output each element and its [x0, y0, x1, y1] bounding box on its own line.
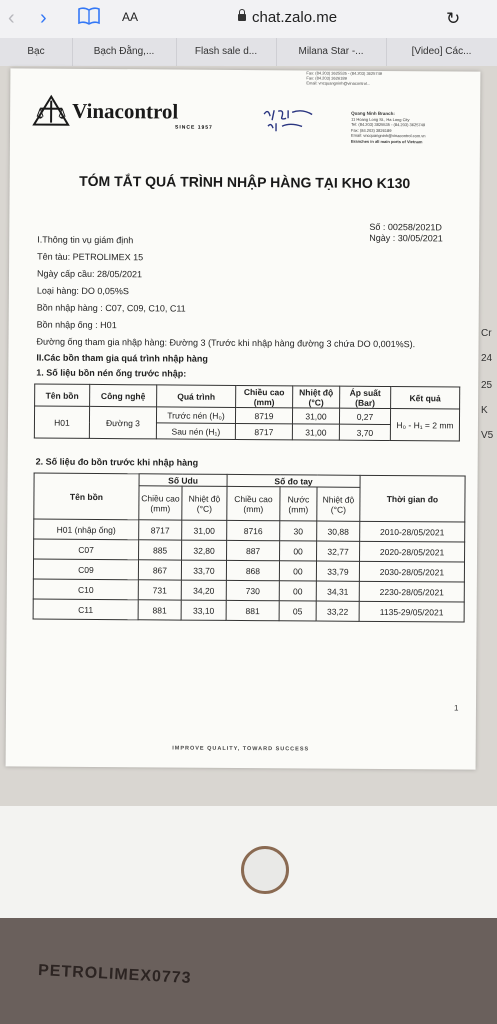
table-cell: 2230-28/05/2021 [359, 581, 464, 602]
table-cell: 2010-28/05/2021 [360, 521, 465, 542]
table-cell: 33,70 [181, 560, 226, 580]
table-cell: Sau nén (H₁) [156, 423, 235, 440]
branch-line: Email: vncquangninh@vinacontrol.com.vn [350, 132, 426, 139]
table-cell: 34,31 [316, 581, 359, 601]
table-2-header: Chiều cao (mm) [227, 486, 280, 520]
table-cell: 31,00 [292, 424, 339, 440]
chevron-right-icon[interactable]: › [40, 7, 47, 29]
table-cell: 8719 [235, 407, 292, 423]
table-row [33, 599, 464, 622]
table-cell: 33,10 [181, 600, 226, 620]
tab-3[interactable]: Flash sale d... [176, 38, 277, 66]
table-cell: 881 [226, 600, 279, 620]
table-cell: H₀ - H₁ = 2 mm [390, 409, 459, 441]
table-cell: C11 [33, 599, 138, 620]
table-cell: Đường 3 [89, 406, 156, 438]
branch-line: 11 Hoang Long St., Ha Long City [351, 116, 410, 122]
table-2-header: Thời gian đo [360, 475, 465, 522]
table-2 [33, 473, 466, 623]
lock-icon [238, 14, 246, 21]
branch-line: Fax: (84.203) 3826189 [351, 127, 392, 133]
table-cell: 730 [226, 580, 279, 600]
tab-1[interactable]: Bạc [0, 38, 73, 66]
table-cell: 32,77 [317, 541, 360, 561]
table-2-header: Nước (mm) [280, 487, 317, 521]
table-1-header: Áp suất (Bar) [340, 386, 391, 408]
table-cell: 3,70 [339, 424, 390, 440]
browser-toolbar [0, 0, 497, 38]
branch-line: Tel: (84.203) 3825535 - (84.203) 3625749 [351, 121, 426, 128]
table-cell: H01 (nhập ống) [34, 519, 139, 540]
table-1-header: Quá trình [157, 385, 236, 408]
handwriting-note: V5 [481, 430, 494, 441]
top-address-line: Fax: (84.203) 3625535 - (84.203) 3625749 [306, 70, 383, 76]
tab-5[interactable]: [Video] Các... [411, 46, 472, 57]
table-cell: C10 [33, 579, 138, 600]
url-text: chat.zalo.me [252, 9, 338, 26]
reload-icon[interactable]: ↻ [446, 9, 461, 28]
handwriting-note: K [481, 405, 488, 416]
doc-number: Số : 00258/2021D [369, 221, 442, 233]
table-cell: 00 [280, 541, 317, 561]
table-2-header: Nhiệt độ (°C) [317, 487, 360, 521]
table-1-header: Chiều cao (mm) [236, 385, 293, 407]
table-1-heading: 1. Số liệu bồn nén ống trước nhập: [36, 367, 187, 379]
info-line: Tên tàu: PETROLIMEX 15 [37, 251, 144, 263]
tab-bar [0, 38, 497, 67]
table-cell: 31,00 [182, 520, 227, 540]
table-cell: 34,20 [181, 580, 226, 600]
table-cell: 881 [138, 600, 181, 620]
document-footer: IMPROVE QUALITY, TOWARD SUCCESS [172, 745, 310, 753]
branch-info [351, 111, 476, 145]
table-cell: 05 [279, 601, 316, 621]
table-2-group-header: Số Udu [139, 474, 227, 487]
info-line: Loại hàng: DO 0,05%S [36, 285, 129, 297]
table-1-header: Nhiệt độ (°C) [293, 386, 340, 408]
table-cell: 31,00 [292, 408, 339, 424]
handwriting-note: Cr [481, 328, 492, 339]
tab-4[interactable]: Milana Star -... [276, 38, 387, 66]
tab-2[interactable]: Bạch Đằng,... [72, 38, 177, 66]
table-2-group-header: Số đo tay [227, 474, 360, 487]
table-2-heading: 2. Số liệu đo bồn trước khi nhập hàng [35, 456, 199, 468]
table-cell: 867 [138, 560, 181, 580]
section-1-heading: I.Thông tin vụ giám định [37, 234, 134, 246]
document-page [6, 68, 481, 769]
since-label: SINCE 1957 [175, 124, 213, 131]
info-line: Bồn nhập ống : H01 [36, 319, 117, 331]
handwritten-signature [258, 106, 318, 136]
table-cell: 33,79 [316, 561, 359, 581]
handwriting-note: 24 [481, 353, 493, 364]
info-line: Bồn nhập hàng : C07, C09, C10, C11 [36, 302, 186, 314]
section-2-heading: II.Các bồn tham gia quá trình nhập hàng [36, 352, 208, 364]
table-1-header: Công nghệ [90, 384, 157, 406]
handwriting-note: 25 [481, 380, 493, 391]
table-cell: 30,88 [317, 521, 360, 541]
table-cell: C09 [33, 559, 138, 580]
table-cell: H01 [34, 406, 89, 438]
table-cell: 1135-29/05/2021 [359, 601, 464, 622]
table-cell: 8717 [235, 423, 292, 439]
home-button [241, 846, 289, 894]
table-cell: 33,22 [316, 601, 359, 621]
floor-print-text: PETROLIMEX0773 [37, 961, 192, 988]
table-1-header: Tên bồn [35, 384, 90, 406]
table-cell: 885 [139, 540, 182, 560]
table-cell: 00 [279, 561, 316, 581]
info-line: Ngày cấp cầu: 28/05/2021 [36, 268, 143, 280]
table-cell: 2020-28/05/2021 [360, 541, 465, 562]
branch-line: Branches in all main ports of Vietnam [350, 138, 423, 144]
doc-date: Ngày : 30/05/2021 [369, 232, 443, 244]
table-cell: 0,27 [339, 408, 390, 424]
table-2-header: Chiều cao (mm) [139, 486, 182, 520]
table-1-header: Kết quả [391, 387, 460, 409]
company-logo-text: Vinacontrol [72, 98, 179, 124]
book-icon[interactable] [78, 7, 100, 31]
address-bar[interactable] [238, 9, 337, 26]
branch-header: Quang Ninh Branch: [351, 110, 395, 117]
doc-number-block [369, 222, 443, 245]
table-cell: 30 [280, 521, 317, 541]
table-cell: 887 [227, 540, 280, 560]
table-row [34, 406, 459, 425]
table-cell: 868 [226, 560, 279, 580]
top-address-line: Fax: (84.203) 3626189 [306, 75, 347, 81]
info-line: Đường ống tham gia nhập hàng: Đường 3 (Trước khi nhập hàng đường 3 chứa DO 0,001%S). [36, 336, 416, 350]
table-cell: Trước nén (H₀) [156, 407, 235, 424]
table-cell: 731 [138, 580, 181, 600]
table-2-header: Nhiệt độ (°C) [182, 486, 227, 520]
reader-font-button[interactable]: AA [122, 10, 139, 24]
scale-logo-icon [32, 95, 70, 129]
table-cell: 32,80 [182, 540, 227, 560]
document-title: TÓM TẮT QUÁ TRÌNH NHẬP HÀNG TẠI KHO K130 [79, 172, 411, 192]
top-address [306, 70, 382, 86]
table-cell: 8717 [139, 520, 182, 540]
table-cell: 8716 [227, 520, 280, 540]
table-cell: C07 [34, 539, 139, 560]
chevron-left-icon[interactable]: ‹ [8, 7, 15, 29]
table-2-header: Tên bồn [34, 473, 139, 520]
table-1 [34, 384, 460, 442]
table-cell: 00 [279, 581, 316, 601]
page-number: 1 [453, 703, 459, 713]
top-address-line: Email: vncquangninh@vinacontrol... [306, 80, 371, 86]
table-cell: 2030-28/05/2021 [359, 561, 464, 582]
